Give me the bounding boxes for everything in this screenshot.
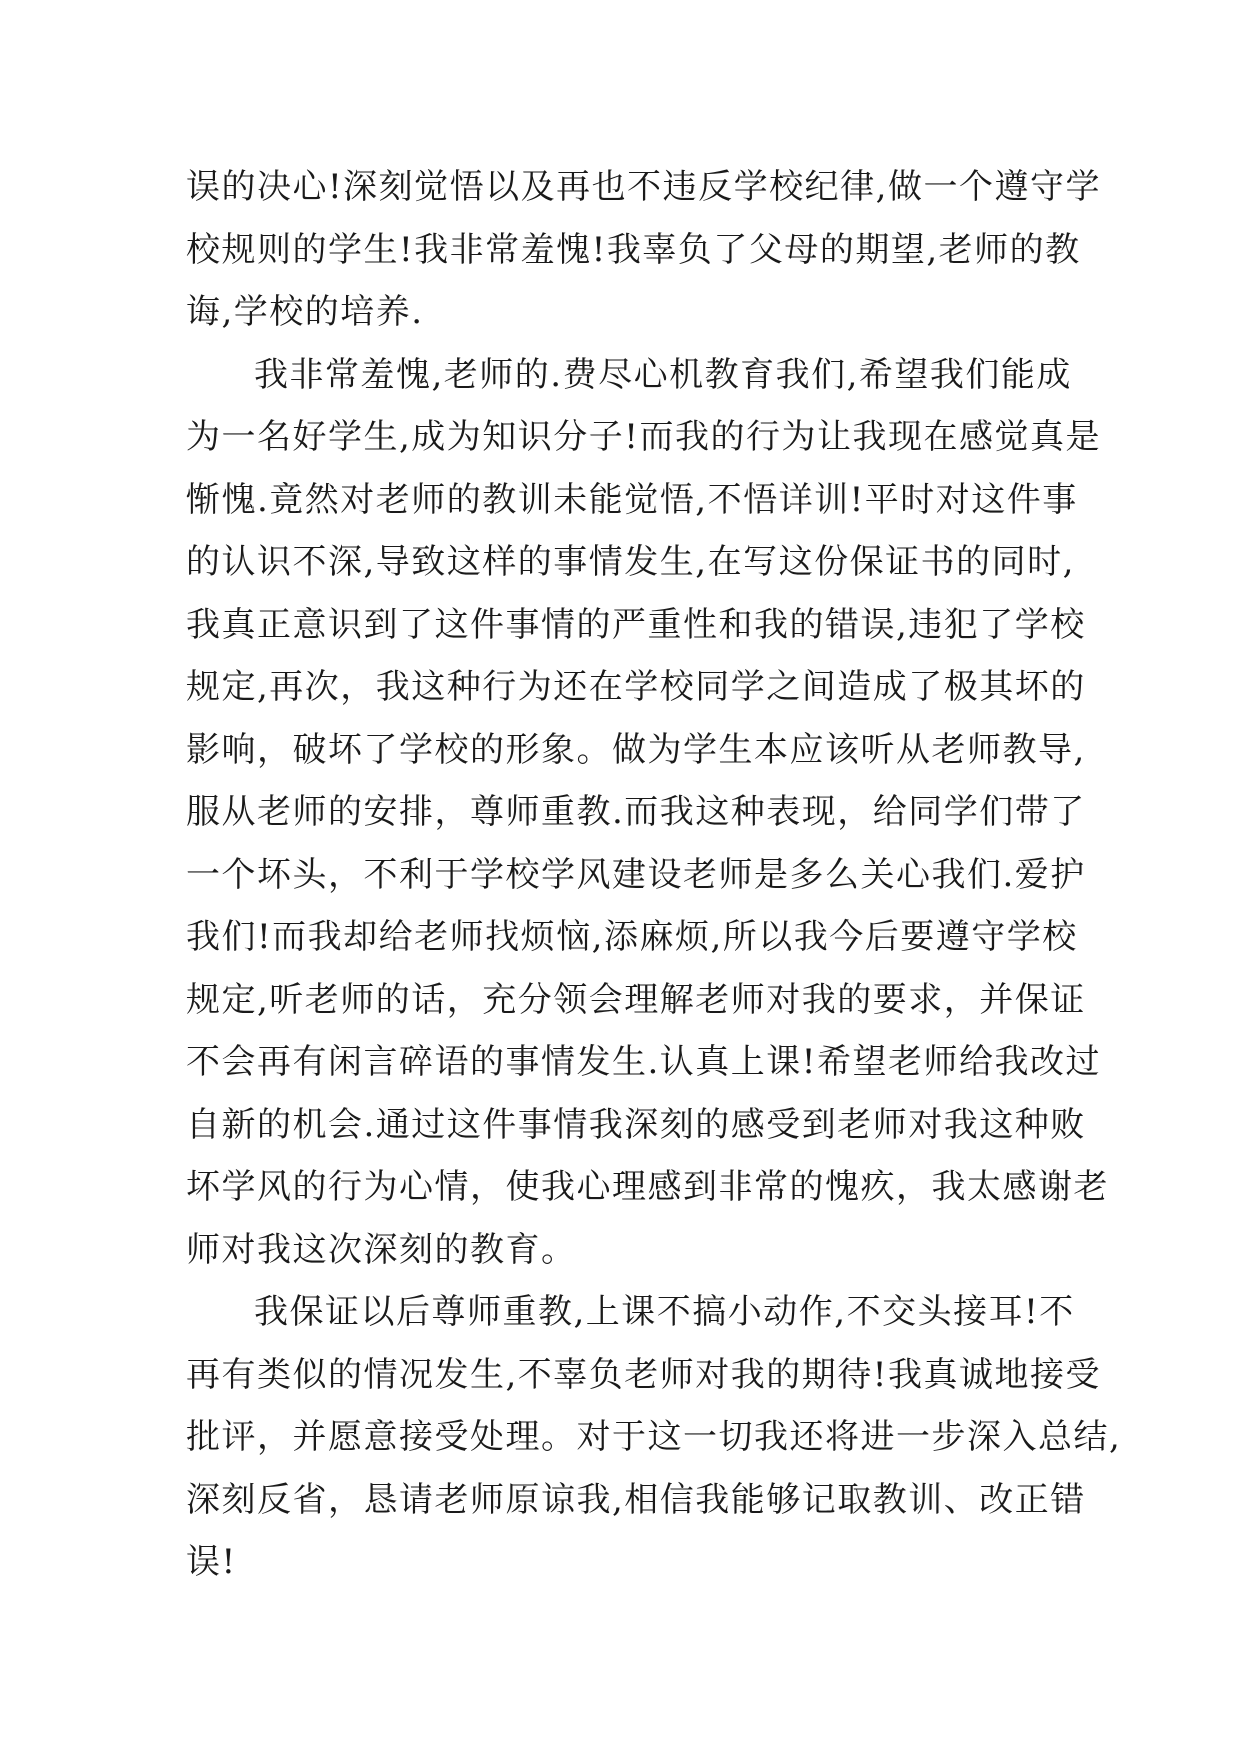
paragraph-3 xyxy=(186,1281,1122,1594)
paragraph-1 xyxy=(186,156,1101,344)
text-line: 我真正意识到了这件事情的严重性和我的错误,违犯了学校 xyxy=(186,604,1086,645)
text-line: 深刻反省，恳请老师原谅我,相信我能够记取教训、改正错 xyxy=(186,1479,1086,1520)
text-line: 服从老师的安排，尊师重教.而我这种表现，给同学们带了 xyxy=(186,792,1086,832)
text-line: 惭愧.竟然对老师的教训未能觉悟,不悟详训!平时对这件事 xyxy=(186,479,1078,520)
text-line: 规定,再次，我这种行为还在学校同学之间造成了极其坏的 xyxy=(186,667,1086,707)
text-line: 坏学风的行为心情，使我心理感到非常的愧疚，我太感谢老 xyxy=(186,1167,1109,1207)
text-line: 诲,学校的培养. xyxy=(186,292,424,332)
text-line: 校规则的学生!我非常羞愧!我辜负了父母的期望,老师的教 xyxy=(186,229,1081,270)
text-line: 误的决心!深刻觉悟以及再也不违反学校纪律,做一个遵守学 xyxy=(186,167,1101,207)
text-line: 批评，并愿意接受处理。对于这一切我还将进一步深入总结, xyxy=(186,1417,1122,1457)
text-line: 的认识不深,导致这样的事情发生,在写这份保证书的同时, xyxy=(186,542,1075,582)
text-line: 自新的机会.通过这件事情我深刻的感受到老师对我这种败 xyxy=(186,1104,1086,1145)
text-line: 师对我这次深刻的教育。 xyxy=(186,1229,577,1270)
text-line: 误! xyxy=(186,1542,237,1582)
text-line: 影响，破坏了学校的形象。做为学生本应该听从老师教导, xyxy=(186,729,1086,770)
text-line: 我非常羞愧,老师的.费尽心机教育我们,希望我们能成 xyxy=(254,354,1072,395)
document-body xyxy=(186,156,1122,1594)
text-line: 再有类似的情况发生,不辜负老师对我的期待!我真诚地接受 xyxy=(186,1354,1101,1395)
text-line: 一个坏头，不利于学校学风建设老师是多么关心我们.爱护 xyxy=(186,854,1086,895)
text-line: 为一名好学生,成为知识分子!而我的行为让我现在感觉真是 xyxy=(186,417,1101,457)
paragraph-2 xyxy=(186,344,1109,1282)
text-line: 我保证以后尊师重教,上课不搞小动作,不交头接耳!不 xyxy=(254,1292,1075,1332)
text-line: 我们!而我却给老师找烦恼,添麻烦,所以我今后要遵守学校 xyxy=(186,917,1078,957)
text-line: 规定,听老师的话，充分领会理解老师对我的要求，并保证 xyxy=(186,979,1086,1020)
text-line: 不会再有闲言碎语的事情发生.认真上课!希望老师给我改过 xyxy=(186,1042,1101,1082)
